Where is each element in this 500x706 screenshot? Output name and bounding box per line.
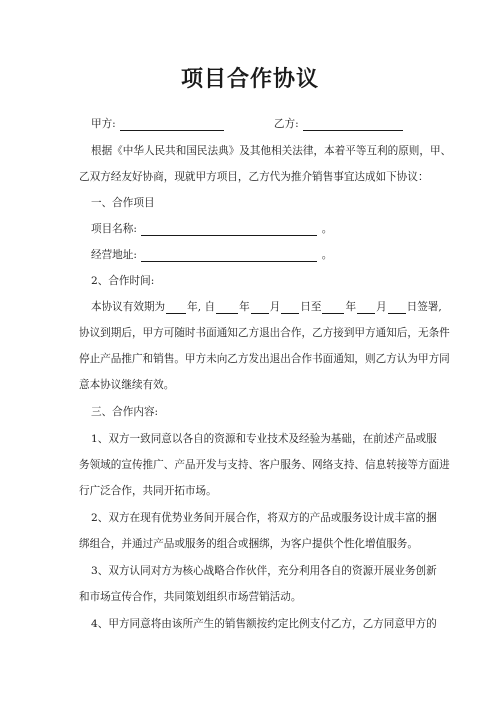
term-day-to: 日至 — [300, 301, 322, 313]
address-end: 。 — [321, 249, 333, 261]
start-year-unit: 年 — [239, 301, 250, 313]
section2-heading: 2、合作时间: — [91, 275, 155, 287]
document-title: 项目合作协议 — [180, 67, 319, 92]
term-years-blank[interactable] — [166, 301, 186, 314]
item2-line-2: 绑组合，并通过产品或服务的组合或捆绑，为客户提供个性化增值服务。 — [79, 538, 418, 550]
end-month-unit: 月 — [376, 301, 387, 313]
parties-line — [91, 117, 451, 131]
start-year-blank[interactable] — [216, 301, 238, 314]
item2-line-1: 2、双方在现有优势业务间开展合作，将双方的产品或服务设计成丰富的捆 — [91, 512, 437, 524]
project-name-line — [91, 222, 451, 236]
project-name-end: 。 — [321, 223, 333, 235]
project-name-label: 项目名称: — [91, 223, 137, 235]
party-a-label: 甲方: — [91, 118, 116, 130]
term-from: 自 — [204, 301, 216, 313]
intro-line-1: 根据《中华人民共和国民法典》及其他相关法律，本着平等互利的原则，甲、 — [91, 145, 452, 157]
end-month-blank[interactable] — [357, 301, 375, 314]
start-day-blank[interactable] — [281, 301, 299, 314]
term-day-end: 日签署, — [406, 301, 442, 313]
section3-heading: 三、合作内容: — [91, 406, 159, 418]
item3-line-1: 3、双方认同对方为核心战略合作伙伴，充分利用各自的资源开展业务创新 — [91, 565, 437, 577]
item3-line-2: 和市场宣传合作，共同策划组织市场营销活动。 — [79, 591, 302, 603]
start-month-blank[interactable] — [251, 301, 269, 314]
address-line — [91, 248, 451, 262]
party-a-blank[interactable] — [120, 118, 224, 131]
term-line-4: 意本协议继续有效。 — [79, 379, 175, 391]
end-day-blank[interactable] — [388, 301, 406, 314]
end-year-blank[interactable] — [322, 301, 344, 314]
address-label: 经营地址: — [91, 249, 137, 261]
term-line-3: 停止产品推广和销售。甲方未向乙方发出退出合作书面通知，则乙方认为甲方同 — [79, 353, 450, 365]
item1-line-2: 务领域的宣传推广、产品开发与支持、客户服务、网络支持、信息转接等方面进 — [79, 459, 450, 471]
intro-line-2: 乙双方经友好协商，现就甲方项目，乙方代为推介销售事宜达成如下协议： — [79, 171, 429, 183]
term-line-1 — [91, 300, 451, 314]
item1-line-1: 1、双方一致同意以各自的资源和专业技术及经验为基础，在前述产品或服 — [91, 433, 437, 445]
start-month-unit: 月 — [269, 301, 281, 313]
term-line-2: 协议到期后，甲方可随时书面通知乙方退出合作，乙方接到甲方通知后，无条件 — [79, 327, 450, 339]
item1-line-3: 行广泛合作，共同开拓市场。 — [79, 485, 217, 497]
end-year-unit: 年 — [345, 301, 357, 313]
section1-heading: 一、合作项目 — [91, 197, 155, 209]
party-b-blank[interactable] — [303, 118, 403, 131]
party-b-label: 乙方: — [273, 118, 299, 130]
project-name-blank[interactable] — [141, 223, 317, 236]
term-prefix: 本协议有效期为 — [91, 301, 166, 313]
address-blank[interactable] — [141, 249, 317, 262]
term-year-unit: 年, — [187, 301, 202, 313]
item4-line-1: 4、甲方同意将由该所产生的销售额按约定比例支付乙方，乙方同意甲方的 — [91, 618, 437, 630]
